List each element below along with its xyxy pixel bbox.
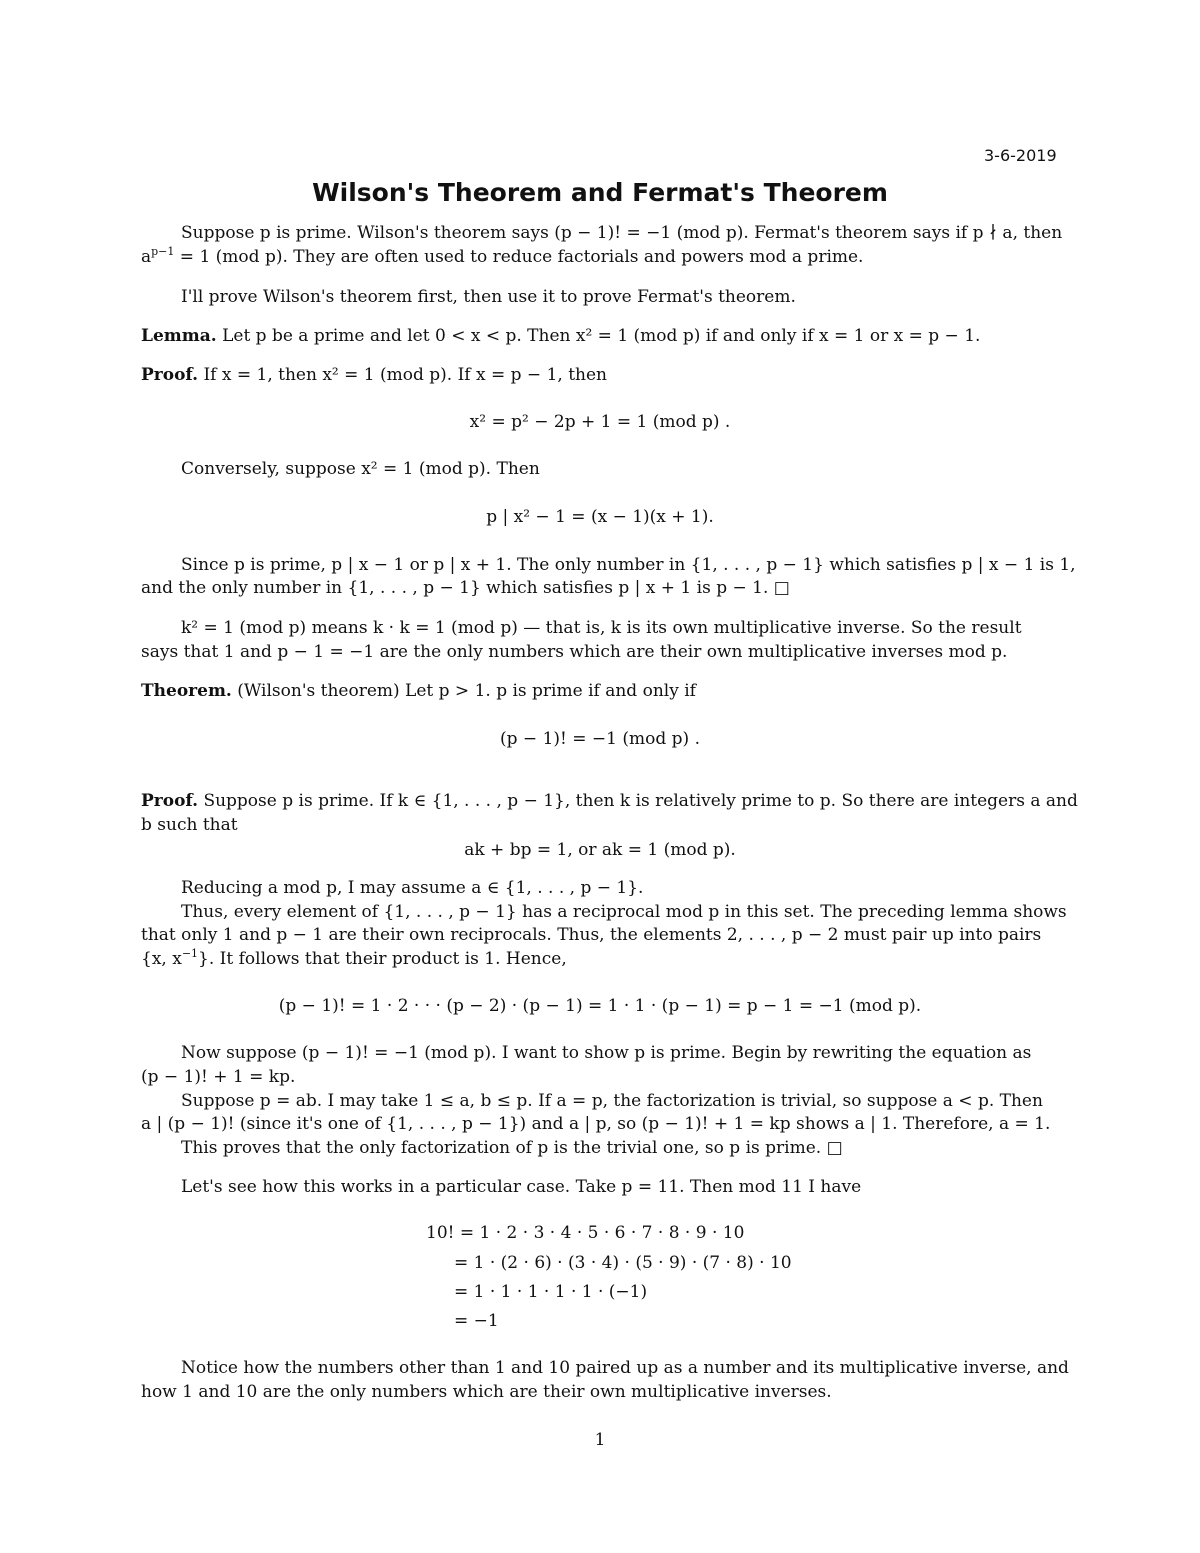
theorem-proof-line-1: Proof. Suppose p is prime. If k ∈ {1, . . . , p − 1}, then k is relatively prime to p. So there are integers a and	[141, 791, 1078, 811]
example-intro: Let's see how this works in a particular case. Take p = 11. Then mod 11 I have	[181, 1177, 862, 1197]
equation-factorial-product: (p − 1)! = 1 · 2 · · · (p − 2) · (p − 1) = 1 · 1 · (p − 1) = p − 1 = −1 (mod p).	[278, 996, 922, 1016]
closing-line-2: how 1 and 10 are the only numbers which are their own multiplicative inverses.	[141, 1382, 832, 1402]
reducing-line: Reducing a mod p, I may assume a ∈ {1, . . . , p − 1}.	[181, 878, 644, 898]
reciprocal-line-1: Thus, every element of {1, . . . , p − 1} has a reciprocal mod p in this set. The preceding lemma shows	[181, 902, 1067, 922]
factorization-line-1: Suppose p = ab. I may take 1 ≤ a, b ≤ p. If a = p, the factorization is trivial, so suppose a < p. Then	[181, 1091, 1043, 1111]
lemma-statement: Lemma. Let p be a prime and let 0 < x < p. Then x² = 1 (mod p) if and only if x = 1 or x = p − 1.	[141, 326, 981, 346]
page-title: Wilson's Theorem and Fermat's Theorem	[312, 178, 888, 207]
converse-line-2: (p − 1)! + 1 = kp.	[141, 1067, 296, 1087]
since-prime-line-2: and the only number in {1, . . . , p − 1} which satisfies p | x + 1 is p − 1. □	[141, 578, 790, 598]
proof-line-1: Proof. If x = 1, then x² = 1 (mod p). If x = p − 1, then	[141, 365, 607, 385]
example-equation-row-2: = 1 · (2 · 6) · (3 · 4) · (5 · 9) · (7 · 8) · 10	[454, 1253, 792, 1273]
example-equation-row-1: 10! = 1 · 2 · 3 · 4 · 5 · 6 · 7 · 8 · 9 · 10	[426, 1223, 745, 1243]
intro-line-2: $a^{p-1} = 1$ (mod p). They are often used to reduce factorials and powers mod a prime.	[141, 245, 864, 267]
closing-line-1: Notice how the numbers other than 1 and 10 paired up as a number and its multiplicative inverse, and	[181, 1358, 1069, 1378]
example-equation-row-4: = −1	[454, 1311, 499, 1331]
intro-line-1: Suppose p is prime. Wilson's theorem says (p − 1)! = −1 (mod p). Fermat's theorem says if p ∤ a, then	[181, 223, 1063, 243]
reciprocal-line-3: {x, $x^{-1}$}. It follows that their product is 1. Hence,	[141, 947, 567, 969]
document-date: 3-6-2019	[984, 146, 1057, 165]
factorization-line-3: This proves that the only factorization of p is the trivial one, so p is prime. □	[181, 1138, 843, 1158]
equation-divides: p | x² − 1 = (x − 1)(x + 1).	[486, 507, 714, 527]
example-equation-row-3: = 1 · 1 · 1 · 1 · 1 · (−1)	[454, 1282, 648, 1302]
theorem-statement: Theorem. (Wilson's theorem) Let p > 1. p is prime if and only if	[141, 681, 696, 701]
inverse-note-line-2: says that 1 and p − 1 = −1 are the only numbers which are their own multiplicative inverses mod p.	[141, 642, 1008, 662]
intro-line-3: I'll prove Wilson's theorem first, then use it to prove Fermat's theorem.	[181, 287, 796, 307]
converse-line-1: Now suppose (p − 1)! = −1 (mod p). I want to show p is prime. Begin by rewriting the equation as	[181, 1043, 1032, 1063]
equation-bezout: ak + bp = 1, or ak = 1 (mod p).	[464, 840, 736, 860]
conversely-line: Conversely, suppose x² = 1 (mod p). Then	[181, 459, 540, 479]
page-number: 1	[594, 1430, 606, 1450]
since-prime-line-1: Since p is prime, p | x − 1 or p | x + 1. The only number in {1, . . . , p − 1} which satisfies p | x − 1 is 1,	[181, 555, 1076, 575]
equation-x-squared: x² = p² − 2p + 1 = 1 (mod p) .	[469, 412, 731, 432]
theorem-proof-line-2: b such that	[141, 815, 238, 835]
inverse-note-line-1: k² = 1 (mod p) means k · k = 1 (mod p) — that is, k is its own multiplicative inverse. So the result	[181, 618, 1022, 638]
reciprocal-line-2: that only 1 and p − 1 are their own reciprocals. Thus, the elements 2, . . . , p − 2 must pair up into pairs	[141, 925, 1042, 945]
factorization-line-2: a | (p − 1)! (since it's one of {1, . . . , p − 1}) and a | p, so (p − 1)! + 1 = kp shows a | 1. Therefore, a = 1.	[141, 1114, 1051, 1134]
equation-wilson: (p − 1)! = −1 (mod p) .	[500, 729, 700, 749]
